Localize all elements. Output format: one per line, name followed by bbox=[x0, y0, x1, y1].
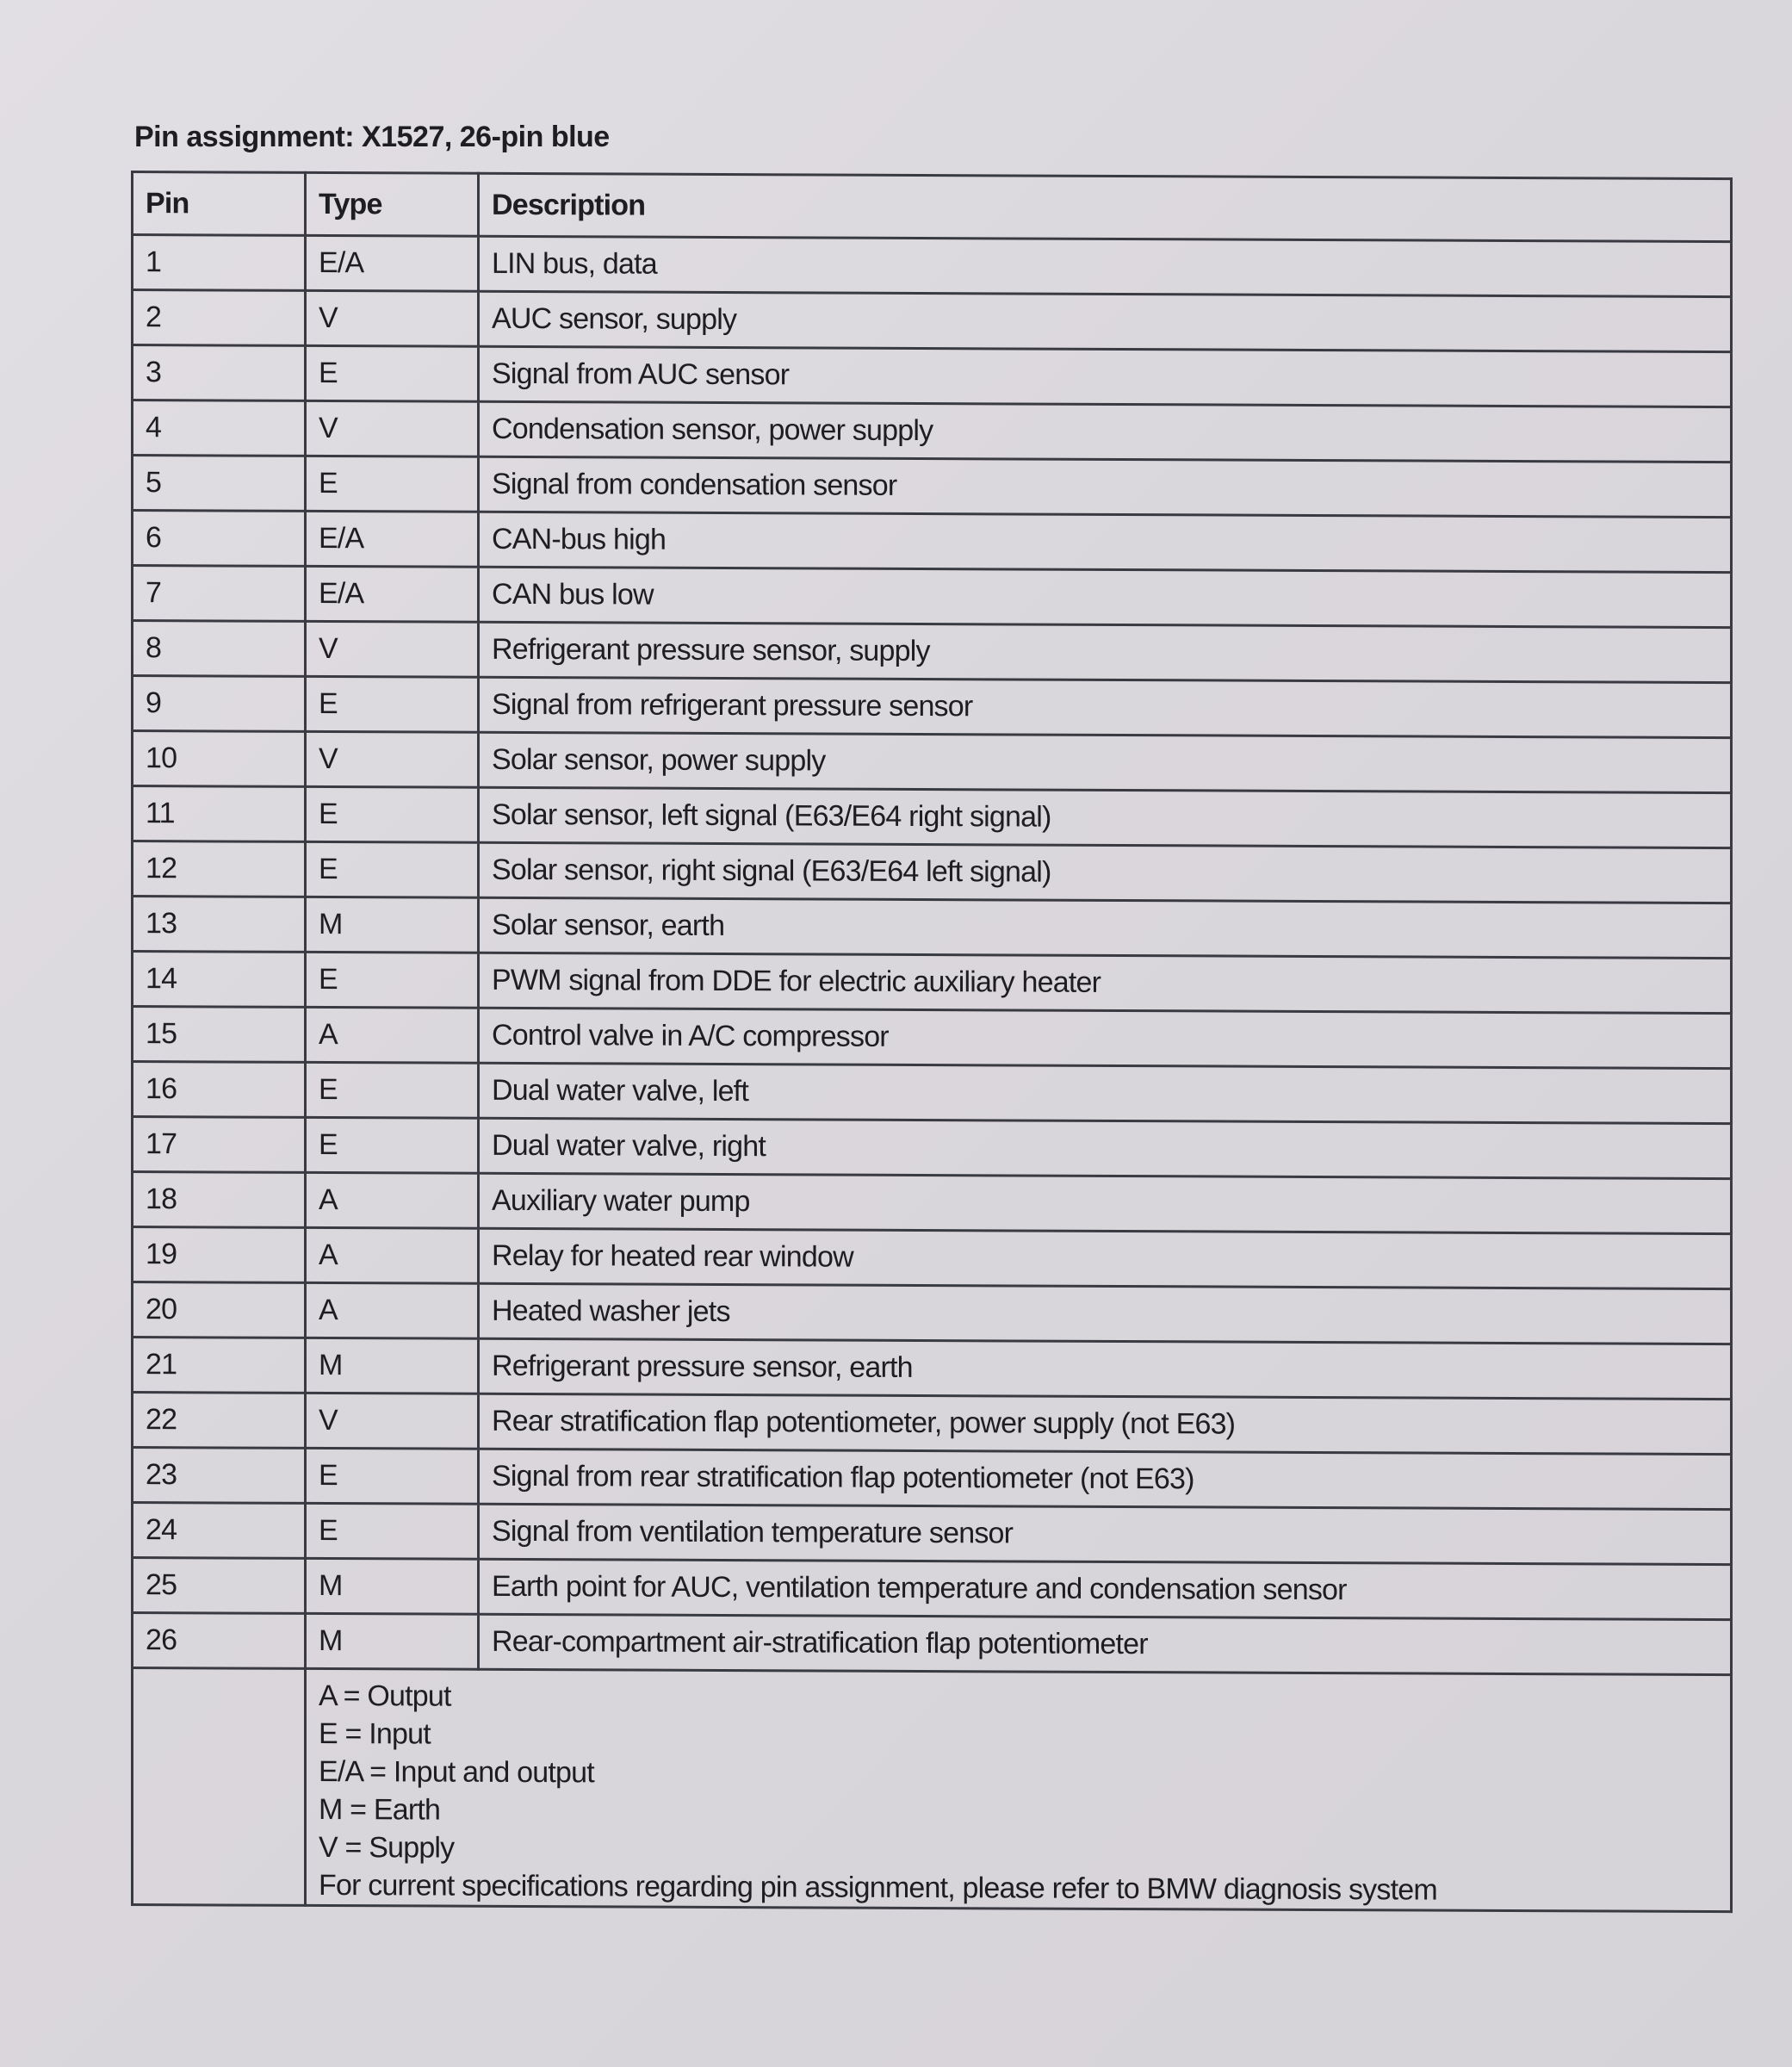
table-row bbox=[133, 290, 1732, 352]
pin-cell: 20 bbox=[133, 1282, 306, 1338]
table-row bbox=[133, 731, 1732, 793]
table-row bbox=[133, 1007, 1732, 1069]
pin-cell: 18 bbox=[133, 1172, 306, 1228]
description-cell: CAN-bus high bbox=[479, 512, 1732, 572]
type-cell: A bbox=[306, 1172, 479, 1228]
type-cell: E bbox=[306, 676, 479, 732]
description-cell: Dual water valve, right bbox=[479, 1118, 1732, 1178]
description-cell: Control valve in A/C compressor bbox=[479, 1008, 1732, 1068]
pin-cell: 7 bbox=[133, 566, 306, 622]
type-cell: E bbox=[306, 952, 479, 1008]
pin-cell: 17 bbox=[133, 1117, 306, 1173]
header-type: Type bbox=[306, 172, 479, 236]
pin-cell: 15 bbox=[133, 1007, 306, 1063]
description-cell: Signal from refrigerant pressure sensor bbox=[479, 677, 1732, 737]
description-cell: AUC sensor, supply bbox=[479, 291, 1732, 351]
table-row bbox=[133, 841, 1732, 903]
type-cell: A bbox=[306, 1007, 479, 1063]
table-row bbox=[133, 1393, 1732, 1455]
pin-cell: 5 bbox=[133, 456, 306, 512]
pin-cell: 11 bbox=[133, 786, 306, 842]
description-cell: PWM signal from DDE for electric auxiliary heater bbox=[479, 953, 1732, 1013]
table-row bbox=[133, 897, 1732, 959]
type-cell: E/A bbox=[306, 235, 479, 291]
table-row bbox=[133, 1613, 1732, 1675]
type-cell: E/A bbox=[306, 566, 479, 622]
pin-cell: 6 bbox=[133, 511, 306, 567]
description-cell: Signal from ventilation temperature sensor bbox=[479, 1504, 1732, 1564]
header-pin: Pin bbox=[133, 172, 306, 236]
legend-row bbox=[133, 1668, 1732, 1912]
type-cell: E bbox=[306, 841, 479, 897]
type-cell: V bbox=[306, 400, 479, 456]
pin-assignment-table bbox=[131, 171, 1733, 1913]
pin-cell: 8 bbox=[133, 621, 306, 677]
description-cell: CAN bus low bbox=[479, 567, 1732, 627]
legend-line: V = Supply bbox=[319, 1830, 455, 1865]
pin-cell: 23 bbox=[133, 1448, 306, 1504]
description-cell: Rear stratification flap potentiometer, power supply (not E63) bbox=[479, 1394, 1732, 1454]
legend-line: M = Earth bbox=[319, 1792, 441, 1827]
description-cell: Solar sensor, left signal (E63/E64 right signal) bbox=[479, 787, 1732, 847]
table-body bbox=[133, 235, 1732, 1675]
pin-cell: 3 bbox=[133, 345, 306, 401]
legend-note: For current specifications regarding pin assignment, please refer to BMW diagnosis system bbox=[319, 1868, 1437, 1907]
type-cell: E/A bbox=[306, 511, 479, 567]
table-row bbox=[133, 1172, 1732, 1234]
table-row bbox=[133, 621, 1732, 683]
pin-cell: 16 bbox=[133, 1062, 306, 1118]
table-header-row bbox=[133, 172, 1732, 242]
description-cell: Solar sensor, earth bbox=[479, 897, 1732, 958]
description-cell: Dual water valve, left bbox=[479, 1063, 1732, 1123]
description-cell: Condensation sensor, power supply bbox=[479, 401, 1732, 462]
description-cell: Auxiliary water pump bbox=[479, 1173, 1732, 1233]
legend-line: A = Output bbox=[319, 1679, 451, 1713]
legend-cell bbox=[306, 1668, 1732, 1911]
type-cell: E bbox=[306, 1062, 479, 1118]
description-cell: Refrigerant pressure sensor, supply bbox=[479, 622, 1732, 682]
description-cell: Heated washer jets bbox=[479, 1283, 1732, 1344]
type-cell: E bbox=[306, 345, 479, 401]
table-row bbox=[133, 235, 1732, 297]
table-row bbox=[133, 1227, 1732, 1289]
type-cell: E bbox=[306, 1503, 479, 1559]
pin-cell: 12 bbox=[133, 841, 306, 897]
description-cell: Signal from condensation sensor bbox=[479, 456, 1732, 517]
pin-cell: 21 bbox=[133, 1338, 306, 1394]
pin-cell: 26 bbox=[133, 1613, 306, 1669]
legend-line: E/A = Input and output bbox=[319, 1754, 594, 1790]
pin-cell: 10 bbox=[133, 731, 306, 787]
table-row bbox=[133, 676, 1732, 738]
table-row bbox=[133, 1503, 1732, 1565]
type-cell: E bbox=[306, 786, 479, 842]
header-description: Description bbox=[479, 173, 1732, 241]
type-cell: V bbox=[306, 621, 479, 677]
type-cell: E bbox=[306, 456, 479, 512]
type-cell: E bbox=[306, 1117, 479, 1173]
description-cell: Signal from AUC sensor bbox=[479, 346, 1732, 407]
pin-cell: 24 bbox=[133, 1503, 306, 1559]
description-cell: Rear-compartment air-stratification flap potentiometer bbox=[479, 1614, 1732, 1674]
description-cell: LIN bus, data bbox=[479, 236, 1732, 296]
type-cell: E bbox=[306, 1448, 479, 1504]
description-cell: Relay for heated rear window bbox=[479, 1228, 1732, 1288]
pin-cell: 4 bbox=[133, 400, 306, 456]
type-cell: M bbox=[306, 1558, 479, 1614]
description-cell: Solar sensor, power supply bbox=[479, 732, 1732, 792]
table-row bbox=[133, 345, 1732, 407]
pin-cell: 2 bbox=[133, 290, 306, 346]
table-row bbox=[133, 566, 1732, 628]
pin-cell: 14 bbox=[133, 952, 306, 1008]
table-row bbox=[133, 1558, 1732, 1620]
table-row bbox=[133, 511, 1732, 573]
pin-cell: 1 bbox=[133, 235, 306, 291]
legend-line: E = Input bbox=[319, 1716, 431, 1751]
type-cell: V bbox=[306, 1393, 479, 1449]
type-cell: V bbox=[306, 290, 479, 346]
pin-cell: 25 bbox=[133, 1558, 306, 1614]
table-row bbox=[133, 456, 1732, 518]
description-cell: Signal from rear stratification flap potentiometer (not E63) bbox=[479, 1449, 1732, 1509]
type-cell: V bbox=[306, 731, 479, 787]
table-row bbox=[133, 1117, 1732, 1179]
type-cell: M bbox=[306, 1338, 479, 1394]
pin-cell: 19 bbox=[133, 1227, 306, 1283]
type-cell: A bbox=[306, 1227, 479, 1283]
type-cell: M bbox=[306, 897, 479, 953]
pin-cell: 22 bbox=[133, 1393, 306, 1449]
description-cell: Refrigerant pressure sensor, earth bbox=[479, 1338, 1732, 1399]
table-row bbox=[133, 952, 1732, 1014]
table-row bbox=[133, 1062, 1732, 1124]
table-row bbox=[133, 786, 1732, 848]
pin-cell: 9 bbox=[133, 676, 306, 732]
legend-empty-cell bbox=[133, 1668, 306, 1906]
description-cell: Solar sensor, right signal (E63/E64 left signal) bbox=[479, 842, 1732, 903]
type-cell: A bbox=[306, 1282, 479, 1338]
description-cell: Earth point for AUC, ventilation temperature and condensation sensor bbox=[479, 1559, 1732, 1619]
table-row bbox=[133, 1448, 1732, 1510]
pin-cell: 13 bbox=[133, 897, 306, 953]
table-row bbox=[133, 400, 1732, 462]
document-title: Pin assignment: X1527, 26-pin blue bbox=[134, 121, 610, 153]
type-cell: M bbox=[306, 1613, 479, 1669]
table-row bbox=[133, 1282, 1732, 1344]
table-row bbox=[133, 1338, 1732, 1400]
